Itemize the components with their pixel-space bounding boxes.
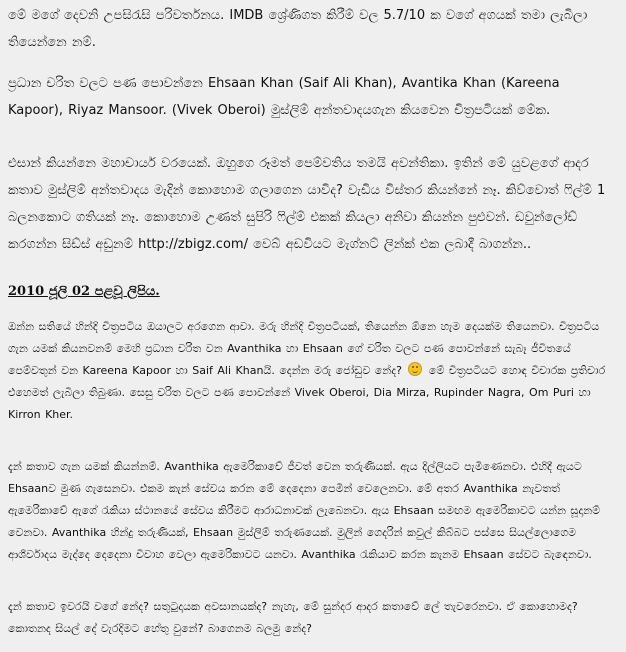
paragraph-review-part2: මේ චිත්‍රපටියට හොඳ විචාරක ප්‍රතිචාර එහෙමත් ලැබිලා තිබුණා. සෙසු චරිත වලට පණ පොවන්නේ Vivek Oberoi, Dia Mirza, Rupinder Nagra, Om Puri හා Kirron Kher.: [8, 364, 606, 421]
post-date-heading: 2010 ජූලි 02 පළවූ ලිපිය.: [8, 284, 160, 299]
paragraph-review-part1: ඔන්න සතියේ හින්දි චිත්‍රපටිය ඔයාලට අරගෙන ආවා. මරු හින්දි චිත්‍රපටියක්, තියෙන්න ඕනෙ හැම දෙයක්ම තියෙනවා. චිත්‍රපටිය ගැන යමක් කියනවනම් මෙහි ප්‍රධාන චරිත වන Avanthika හා Ehsaan ගේ චරිත වලට පණ පොවන්නේ සැබෑ ජීවිතයේ පෙම්වතුන් වන Kareena Kapoor හා Saif Ali Khanයි. දෙන්න මරු ජෝඩුව නේද?: [8, 320, 600, 377]
paragraph-review: [8, 316, 618, 426]
paragraph-ending: දැන් කතාව ඉවරයි වගේ නේද? සතුටුදායක අවසානයක්ද? නැහැ, මේ සුන්දර ආදර කතාවේ ලේ තැවරෙනවා. ඒ කොහොමද? කොතනද සියල් දේ වැරදිමට හේතු වුනේ? බාගෙනම බලමු නේද?: [8, 600, 578, 635]
paragraph-intro: මේ මගේ දෙවනි උපසිරැසි පරිවර්තනය. IMDB ශ්‍රේණිගත කිරීම් වල 5.7/10 ක වගේ අගයක් තමා ලැබිලා තියෙන්නෙ නම්.: [8, 8, 588, 50]
smiley-icon: [408, 362, 422, 376]
paragraph-cast: ප්‍රධාන චරිත වලට පණ පොවන්නෙ Ehsaan Khan (Saif Ali Khan), Avantika Khan (Kareena Kapoor), Riyaz Mansoor. (Vivek Oberoi) මුස්ලිම් අන්තවාදයගැන කියවෙන චිත්‍රපටියක් මේක.: [8, 76, 560, 118]
paragraph-plot: දැන් කතාව ගැන යමක් කියන්නම්. Avanthika ඇමෙරිකාවේ ජීවත් වෙන තරුණියක්. ඇය දිල්ලියට පැමිණෙනවා. එහිදී ඇයට Ehsaanව මුණ ගැසෙනවා. එකම කැන් සේවය කරන මේ දෙදෙනා පෙමින් වෙලෙනවා. මේ අතර Avanthika නැවතත් ඇමෙරිකාවේ ඇගේ රැකියා ස්ථානයේ සේවය කිරීමට ආරාධනාවක් ලැබෙනවා. ඇය Ehsaan සමඟම ඇමෙරිකාවට යන්න සූදානම් වෙනවා. Avanthika හින්දු තරුණියක්, Ehsaan මුස්ලිම් තරුණයෙක්. මුලින් ගෙදරින් කවුල් කිබ්බට පස්සෙ සියල්ලොගෙම ආශීර්වාදය මැද්දෙ දෙදෙනා විවාහ වෙලා ඇමෙරිකාවට යනවා. Avanthika රැකියාව කරන කැනම Ehsaan සේවට බැඳෙනවා.: [8, 460, 601, 561]
paragraph-story: එසාන් කියන්නෙ මහාචාර්ය වරයෙක්. ඔහුගෙ රූමත් පෙම්වතිය තමයි අවන්තිකා. ඉතින් මේ යුවළගේ ආදර කතාව මුස්ලිම් අන්තවාදය මැදින් කොහොම ගලාගෙන යාවිද? වැඩිය විස්තර කියන්නේ නෑ. කිව්වොත් ෆිල්ම් 1 බලනකොට ගතියක් නෑ. කොහොම උණත් සුපිරි ෆිල්ම් එකක් කියලා අනිවා කියන්න පුළුවන්. ඩවුන්ලෝඩ් කරගන්න සිඩ්ස් අඩුනම් http://zbigz.com/ වෙබ් අඩවියට මැග්නට් ලින්ක් එක ලබාදී බාගන්න..: [8, 156, 606, 252]
